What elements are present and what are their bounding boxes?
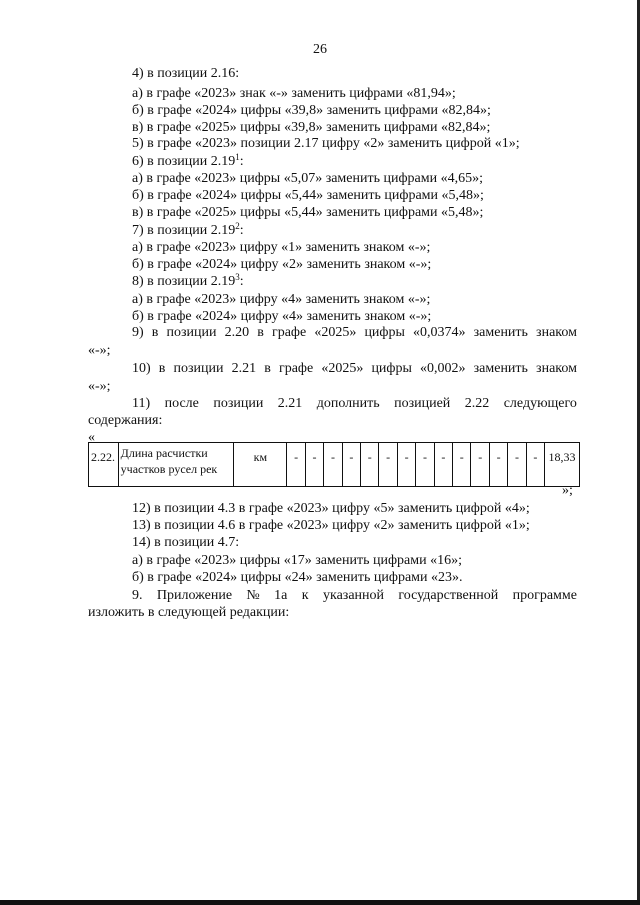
paragraph-10-line2: «-»; <box>88 379 111 394</box>
table-cell-value: - <box>361 443 379 487</box>
table-cell-value: - <box>434 443 452 487</box>
table-cell-value: - <box>508 443 526 487</box>
table-cell-value: - <box>324 443 342 487</box>
list-item: а) в графе «2023» цифры «17» заменить цифрами «16»; <box>132 553 463 568</box>
close-quote: »; <box>562 483 573 498</box>
list-item: 12) в позиции 4.3 в графе «2023» цифру «5» заменить цифрой «4»; <box>132 501 530 516</box>
list-item: 4) в позиции 2.16: <box>132 66 240 81</box>
list-item: 5) в графе «2023» позиции 2.17 цифру «2» заменить цифрой «1»; <box>132 136 520 151</box>
paragraph-11-line1: 11) после позиции 2.21 дополнить позицией 2.22 следующего <box>132 396 577 411</box>
paragraph-10-line1: 10) в позиции 2.21 в графе «2025» цифры «0,002» заменить знаком <box>132 361 577 376</box>
table-cell-value: - <box>416 443 434 487</box>
table-cell-value: - <box>489 443 507 487</box>
table-cell-value: - <box>471 443 489 487</box>
table-cell-value: - <box>397 443 415 487</box>
table-cell-total: 18,33 <box>545 443 580 487</box>
table-cell-value: - <box>379 443 397 487</box>
list-item: б) в графе «2024» цифры «5,44» заменить цифрами «5,48»; <box>132 188 484 203</box>
table-cell-value: - <box>526 443 544 487</box>
insert-table <box>88 442 580 487</box>
list-item: а) в графе «2023» цифру «4» заменить знаком «-»; <box>132 292 431 307</box>
list-item-heading: 7) в позиции 2.19$^2$: <box>132 221 244 238</box>
paragraph-9-line2: «-»; <box>88 343 111 358</box>
table-cell-value: - <box>287 443 305 487</box>
paragraph-9b-line1: 9. Приложение № 1а к указанной государственной программе <box>132 588 577 603</box>
page-number: 26 <box>313 42 327 57</box>
paragraph-9-line1: 9) в позиции 2.20 в графе «2025» цифры «0,0374» заменить знаком <box>132 325 577 340</box>
table-cell-value: - <box>342 443 360 487</box>
list-item: б) в графе «2024» цифры «24» заменить цифрами «23». <box>132 570 463 585</box>
list-item: а) в графе «2023» цифру «1» заменить знаком «-»; <box>132 240 431 255</box>
scan-edge-bottom <box>0 900 640 905</box>
list-item: в) в графе «2025» цифры «39,8» заменить цифрами «82,84»; <box>132 120 491 135</box>
list-item: б) в графе «2024» цифру «2» заменить знаком «-»; <box>132 257 432 272</box>
list-item: а) в графе «2023» знак «-» заменить цифрами «81,94»; <box>132 86 456 101</box>
list-item-heading: 6) в позиции 2.19$^1$: <box>132 152 244 169</box>
list-item: а) в графе «2023» цифры «5,07» заменить цифрами «4,65»; <box>132 171 484 186</box>
list-item: б) в графе «2024» цифру «4» заменить знаком «-»; <box>132 309 432 324</box>
table-cell-name: Длина расчистки участков русел рек <box>118 443 234 487</box>
list-item: 14) в позиции 4.7: <box>132 535 240 550</box>
table-cell-number: 2.22. <box>89 443 119 487</box>
paragraph-11-line2: содержания: <box>88 413 163 428</box>
table-cell-unit: км <box>234 443 287 487</box>
list-item: 13) в позиции 4.6 в графе «2023» цифру «2» заменить цифрой «1»; <box>132 518 530 533</box>
table-cell-value: - <box>305 443 323 487</box>
table-cell-value: - <box>453 443 471 487</box>
paragraph-9b-line2: изложить в следующей редакции: <box>88 605 290 620</box>
list-item: б) в графе «2024» цифры «39,8» заменить цифрами «82,84»; <box>132 103 491 118</box>
table-row <box>89 443 580 487</box>
list-item-heading: 8) в позиции 2.19$^3$: <box>132 272 244 289</box>
list-item: в) в графе «2025» цифры «5,44» заменить цифрами «5,48»; <box>132 205 484 220</box>
open-quote: « <box>88 430 95 445</box>
